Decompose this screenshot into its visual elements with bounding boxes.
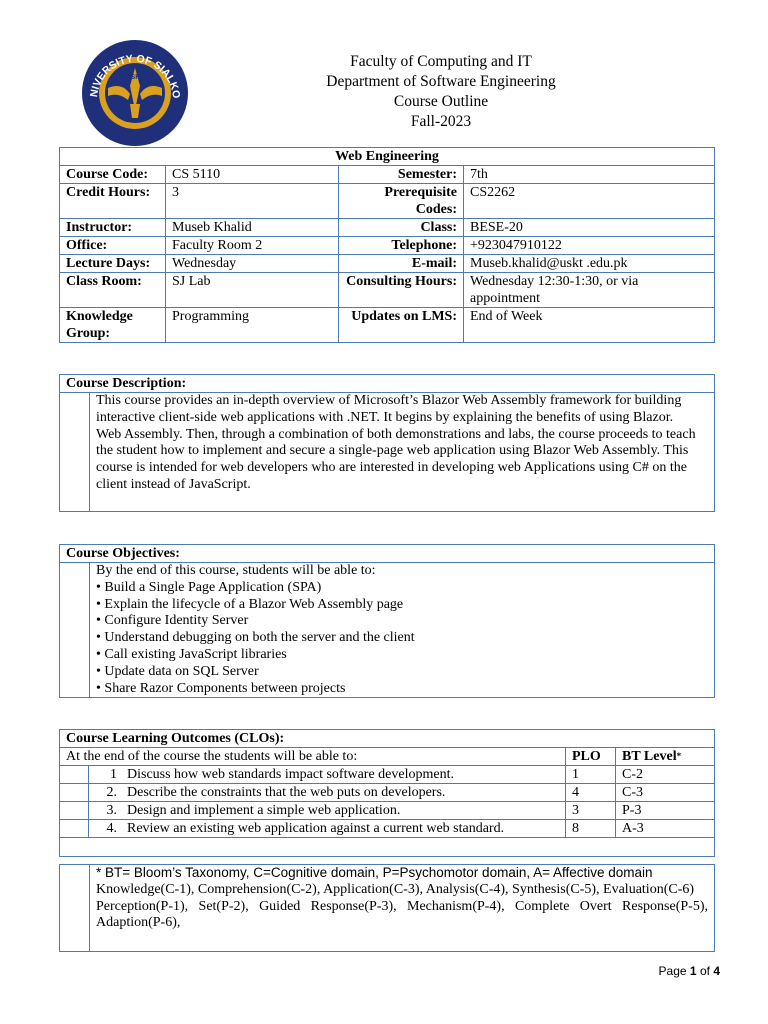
clo-text-cell	[89, 784, 566, 802]
info-value: CS2262	[464, 184, 715, 219]
info-value: Wednesday 12:30-1:30, or via appointment	[464, 273, 715, 308]
description-paragraph-2: Web Assembly. Then, through a combination of both demonstrations and labs, the course proceeds to teach the student how to implement and secure a single-page web application using Blazor Web Assembly. This course is intended for web developers who are interested in developing web Applications using C# on the client instead of JavaScript.	[96, 426, 696, 492]
objective-item: • Understand debugging on both the server and the client	[96, 630, 415, 646]
clo-plo: 8	[566, 820, 616, 838]
course-objectives-section	[59, 544, 715, 698]
plo-header: PLO	[566, 748, 616, 766]
clo-intro: At the end of the course the students will be able to:	[60, 748, 566, 766]
clo-text-cell	[89, 802, 566, 820]
clo-row	[60, 802, 715, 820]
clo-plo: 1	[566, 766, 616, 784]
info-row	[60, 255, 715, 273]
clo-gutter	[60, 802, 89, 820]
course-info-table	[59, 147, 715, 343]
clo-text: Discuss how web standards impact software development.	[127, 767, 454, 782]
clo-gutter	[60, 820, 89, 838]
clo-row	[60, 766, 715, 784]
objective-item: • Call existing JavaScript libraries	[96, 646, 287, 662]
clo-text: Design and implement a simple web application.	[127, 803, 401, 818]
info-value: Faculty Room 2	[166, 237, 339, 255]
info-value: CS 5110	[166, 166, 339, 184]
info-row	[60, 166, 715, 184]
logo-ring-text: NIVERSITY OF SIALKO	[88, 52, 183, 100]
faculty-name: Faculty of Computing and IT	[350, 53, 532, 70]
info-value: +923047910122	[464, 237, 715, 255]
info-label: Prerequisite Codes:	[339, 184, 464, 219]
page-number: Page 1 of 4	[658, 964, 720, 978]
info-value: 3	[166, 184, 339, 219]
clo-number: 4.	[106, 821, 117, 836]
university-logo	[80, 38, 190, 148]
info-row	[60, 184, 715, 219]
info-row	[60, 237, 715, 255]
info-value: 7th	[464, 166, 715, 184]
objective-item: • Build a Single Page Application (SPA)	[96, 579, 322, 595]
info-label: Course Code:	[60, 166, 166, 184]
info-label: Telephone:	[339, 237, 464, 255]
clo-number: 2.	[106, 785, 117, 800]
clo-gutter	[60, 766, 89, 784]
info-value: Museb Khalid	[166, 219, 339, 237]
term: Fall-2023	[410, 113, 472, 130]
info-label: Semester:	[339, 166, 464, 184]
info-label: Knowledge Group:	[60, 308, 166, 343]
info-label: E-mail:	[339, 255, 464, 273]
info-value: End of Week	[464, 308, 715, 343]
section-title: Course Learning Outcomes (CLOs):	[60, 730, 715, 748]
clo-text: Review an existing web application against a current web standard.	[127, 821, 505, 836]
bt-note-line-3: Perception(P-1), Set(P-2), Guided Response(P-3), Mechanism(P-4), Complete Overt Response(P-5), Adaption(P-6),	[96, 898, 708, 931]
clo-table	[59, 729, 715, 857]
section-title: Course Description:	[60, 375, 714, 393]
objective-item: • Explain the lifecycle of a Blazor Web Assembly page	[96, 596, 404, 612]
bt-note-line-2: Knowledge(C-1), Comprehension(C-2), Application(C-3), Analysis(C-4), Synthesis(C-5), Evaluation(C-6)	[96, 881, 695, 897]
clo-bt: A-3	[616, 820, 715, 838]
objective-item: • Update data on SQL Server	[96, 663, 259, 679]
clo-number: 1	[110, 767, 117, 782]
clo-text-cell	[89, 766, 566, 784]
info-row	[60, 219, 715, 237]
info-label: Class Room:	[60, 273, 166, 308]
info-label: Credit Hours:	[60, 184, 166, 219]
course-title: Web Engineering	[60, 148, 715, 166]
info-value: Museb.khalid@uskt .edu.pk	[464, 255, 715, 273]
clo-bt: C-3	[616, 784, 715, 802]
bt-level-header: BT Level*	[616, 748, 715, 766]
info-label: Class:	[339, 219, 464, 237]
info-value: Wednesday	[166, 255, 339, 273]
course-description-section	[59, 374, 715, 512]
objective-item: • Configure Identity Server	[96, 613, 249, 629]
objective-item: • Share Razor Components between projects	[96, 680, 346, 696]
document-title: Course Outline	[393, 93, 489, 110]
clo-plo: 3	[566, 802, 616, 820]
clo-bt: P-3	[616, 802, 715, 820]
clo-text-cell	[89, 820, 566, 838]
document-header	[258, 52, 624, 132]
bt-note-section	[59, 864, 715, 952]
clo-number: 3.	[106, 803, 117, 818]
info-label: Office:	[60, 237, 166, 255]
clo-row	[60, 784, 715, 802]
description-paragraph-1: This course provides an in-depth overview of Microsoft’s Blazor Web Assembly framework for building interactive client-side web applications with .NET. It begins by explaining the benefits of using Blazor.	[96, 393, 682, 425]
bt-note-line-1: * BT= Bloom’s Taxonomy, C=Cognitive domain, P=Psychomotor domain, A= Affective domain	[96, 865, 653, 880]
section-title: Course Objectives:	[60, 545, 714, 563]
info-label: Updates on LMS:	[339, 308, 464, 343]
info-value: SJ Lab	[166, 273, 339, 308]
objectives-intro: By the end of this course, students will be able to:	[96, 563, 376, 578]
info-row	[60, 273, 715, 308]
info-value: Programming	[166, 308, 339, 343]
info-label: Instructor:	[60, 219, 166, 237]
clo-row	[60, 820, 715, 838]
info-row	[60, 308, 715, 343]
clo-bt: C-2	[616, 766, 715, 784]
info-label: Lecture Days:	[60, 255, 166, 273]
department-name: Department of Software Engineering	[326, 73, 556, 90]
info-value: BESE-20	[464, 219, 715, 237]
clo-text: Describe the constraints that the web puts on developers.	[127, 785, 446, 800]
info-label: Consulting Hours:	[339, 273, 464, 308]
clo-gutter	[60, 784, 89, 802]
svg-text:USKT: USKT	[125, 74, 145, 81]
clo-plo: 4	[566, 784, 616, 802]
